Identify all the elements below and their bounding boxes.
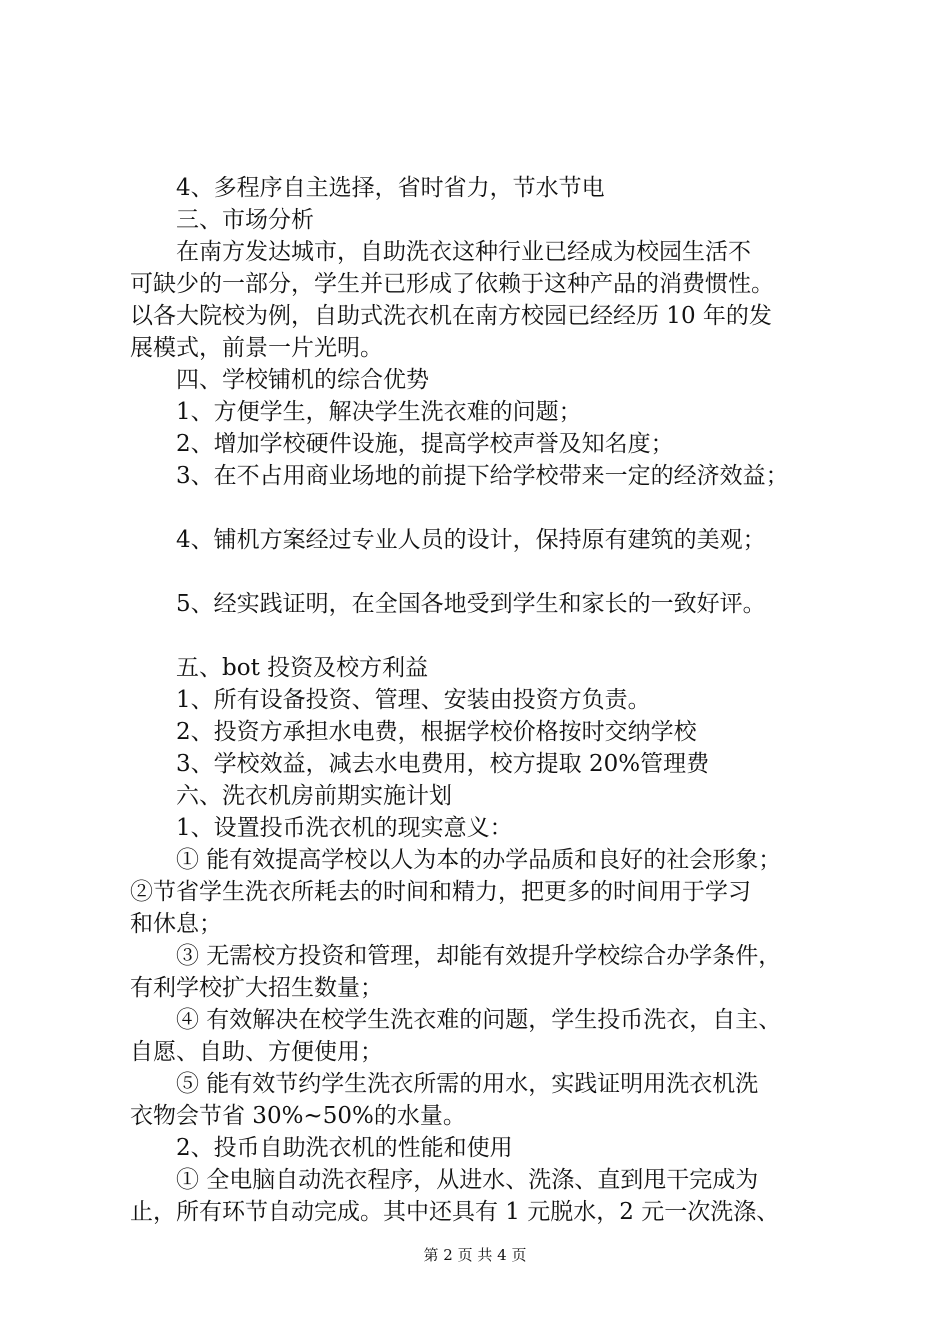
section-heading: 三、市场分析 <box>176 207 314 233</box>
blank-line <box>130 620 830 652</box>
text-line: 可缺少的一部分，学生并已形成了依赖于这种产品的消费惯性。 <box>130 271 774 297</box>
text-line: 有利学校扩大招生数量； <box>130 975 383 1001</box>
text-line: 2、增加学校硬件设施，提高学校声誉及知名度； <box>176 431 674 457</box>
blank-line <box>130 556 830 588</box>
section-heading: 五、bot 投资及校方利益 <box>176 655 429 681</box>
text-line: 4、铺机方案经过专业人员的设计，保持原有建筑的美观； <box>176 527 766 553</box>
text-line: 以各大院校为例，自助式洗衣机在南方校园已经经历 10 年的发 <box>130 303 772 329</box>
text-line: 展模式，前景一片光明。 <box>130 335 383 361</box>
text-line: 自愿、自助、方便使用； <box>130 1039 383 1065</box>
section-heading: 四、学校铺机的综合优势 <box>176 367 429 393</box>
text-line: 和休息； <box>130 911 222 937</box>
text-line: 止，所有环节自动完成。其中还具有 1 元脱水，2 元一次洗涤、 <box>130 1199 780 1225</box>
text-line: 1、设置投币洗衣机的现实意义： <box>176 815 513 841</box>
text-line: 1、方便学生，解决学生洗衣难的问题； <box>176 399 582 425</box>
text-line: ④ 有效解决在校学生洗衣难的问题，学生投币洗衣，自主、 <box>176 1007 782 1033</box>
text-line: 3、在不占用商业场地的前提下给学校带来一定的经济效益； <box>176 463 789 489</box>
text-line: ②节省学生洗衣所耗去的时间和精力，把更多的时间用于学习 <box>130 879 751 905</box>
text-line: ③ 无需校方投资和管理，却能有效提升学校综合办学条件， <box>176 943 782 969</box>
text-line: 2、投资方承担水电费，根据学校价格按时交纳学校 <box>176 719 697 745</box>
text-line: ① 全电脑自动洗衣程序，从进水、洗涤、直到甩干完成为 <box>176 1167 759 1193</box>
document-body <box>130 172 830 1228</box>
text-line: 1、所有设备投资、管理、安装由投资方负责。 <box>176 687 651 713</box>
text-line: 在南方发达城市，自助洗衣这种行业已经成为校园生活不 <box>176 239 751 265</box>
text-line: 4、多程序自主选择，省时省力，节水节电 <box>176 175 605 201</box>
text-line: ① 能有效提高学校以人为本的办学品质和良好的社会形象； <box>176 847 782 873</box>
text-line: 3、学校效益，减去水电费用，校方提取 20%管理费 <box>176 751 710 777</box>
page-footer: 第 2 页 共 4 页 <box>423 1246 527 1264</box>
text-line: 衣物会节省 30%~50%的水量。 <box>130 1103 466 1129</box>
blank-line <box>130 492 830 524</box>
text-line: 5、经实践证明，在全国各地受到学生和家长的一致好评。 <box>176 591 766 617</box>
text-line: 2、投币自助洗衣机的性能和使用 <box>176 1135 513 1161</box>
text-line: ⑤ 能有效节约学生洗衣所需的用水，实践证明用洗衣机洗 <box>176 1071 759 1097</box>
section-heading: 六、洗衣机房前期实施计划 <box>176 783 452 809</box>
